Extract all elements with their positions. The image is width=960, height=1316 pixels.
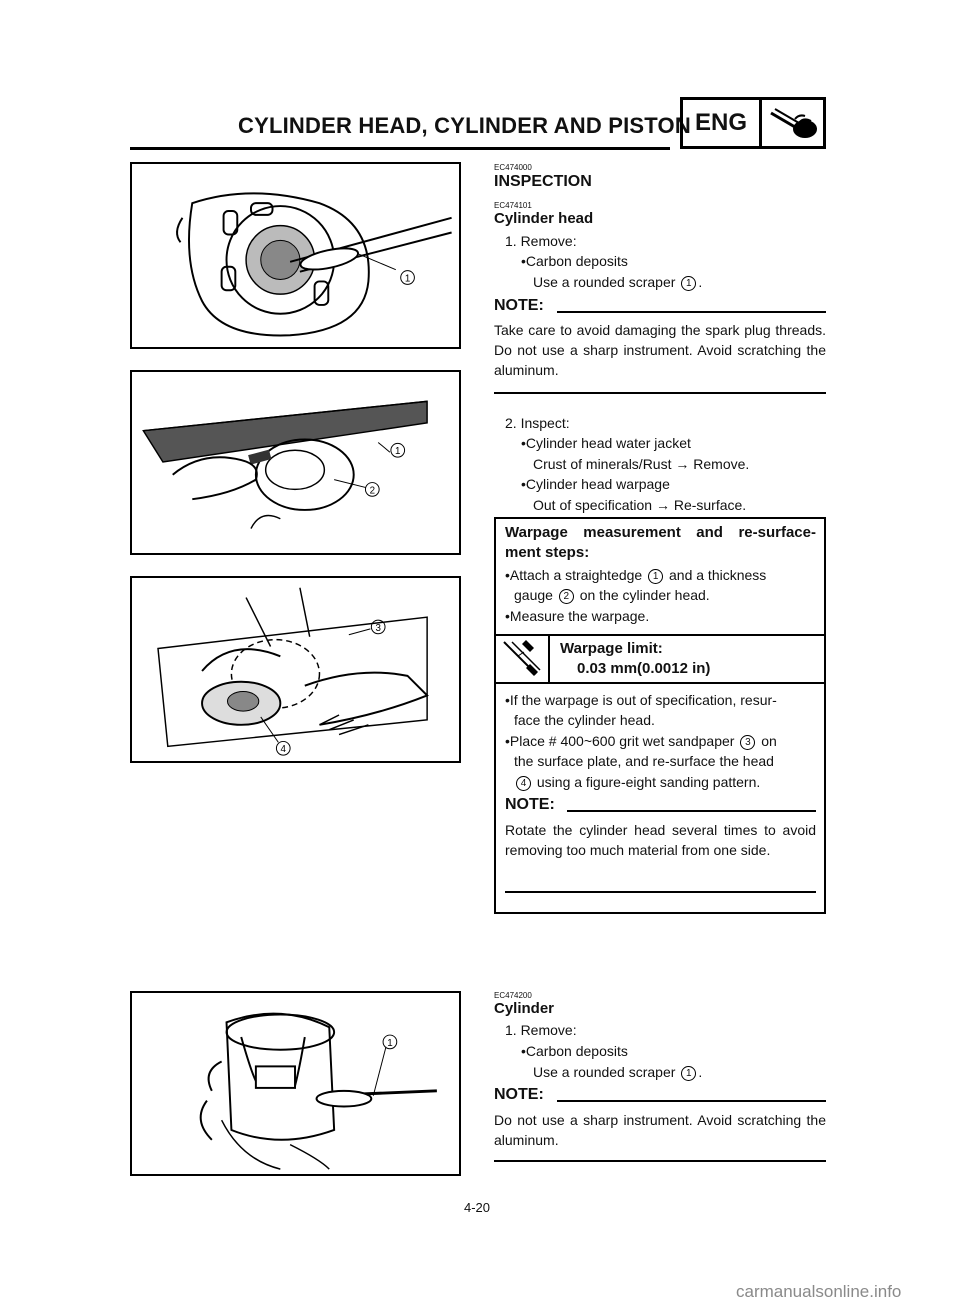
- section-title-inspection: INSPECTION: [494, 173, 592, 190]
- figure3-callout-4: 4: [280, 744, 286, 756]
- figure-cylinder-head-scraper: [130, 162, 461, 349]
- box-note-text: Rotate the cylinder head several times to avoid removing too much material from one side.: [505, 822, 816, 858]
- period: .: [698, 1064, 703, 1080]
- section-badge: [680, 97, 826, 149]
- warpage-heading: Warpage measurement and re-surface-ment steps:: [505, 524, 816, 561]
- scraper-text: Use a rounded scraper: [533, 1064, 676, 1080]
- resurface-step-a2: face the cylinder head.: [514, 712, 655, 728]
- subsection-title-cylinder-head: Cylinder head: [494, 210, 594, 227]
- note-label: NOTE:: [494, 297, 544, 314]
- note-text: Take care to avoid damaging the spark plug threads. Do not use a sharp instrument. Avoid scratching the aluminum.: [494, 322, 826, 378]
- warpage-item-measure: •Measure the warpage.: [505, 608, 650, 624]
- sandpaper-text: •Place # 400~600 grit wet sandpaper: [505, 733, 735, 749]
- cylinder-bullet-carbon: •Carbon deposits: [521, 1043, 628, 1059]
- callout-marker: 4: [516, 776, 531, 791]
- step-inspect: 2. Inspect:: [505, 415, 570, 431]
- subsection-title-cylinder: Cylinder: [494, 1000, 555, 1017]
- attach-text-2: and a thickness: [669, 567, 767, 583]
- callout-marker: 2: [559, 589, 574, 604]
- resurface-step-b3: [514, 772, 760, 792]
- watermark: carmanualsonline.info: [736, 1282, 902, 1301]
- box-note-rule: [567, 810, 816, 812]
- figure4-callout-1: 1: [387, 1037, 393, 1049]
- section-code: EC474000: [494, 163, 532, 172]
- cylinder-code: EC474200: [494, 991, 532, 1000]
- cylinder-note-rule: [557, 1100, 826, 1102]
- resurface-step-b2: the surface plate, and re-surface the head: [514, 753, 774, 769]
- scraper-text: Use a rounded scraper: [533, 274, 676, 290]
- box-note-end-rule: [505, 891, 816, 893]
- step-remove: 1. Remove:: [505, 233, 577, 249]
- scraper-instruction: [533, 272, 702, 292]
- water-jacket-action: Crust of minerals/Rust → Remove.: [533, 456, 750, 472]
- warpage-limit-label: Warpage limit:: [560, 640, 663, 657]
- figure1-callout-1: 1: [404, 273, 411, 285]
- figure-warpage-measurement: [130, 370, 461, 555]
- subsection-code: EC474101: [494, 201, 532, 210]
- gauge-text-2: on the cylinder head.: [579, 587, 710, 603]
- limit-divider-top: [494, 634, 826, 636]
- figure-eight-text: using a figure-eight sanding pattern.: [536, 774, 761, 790]
- header-rule: [130, 147, 670, 150]
- callout-marker: 1: [648, 569, 663, 584]
- bullet-water-jacket: •Cylinder head water jacket: [521, 435, 691, 451]
- note-end-rule: [494, 392, 826, 394]
- period: .: [698, 274, 703, 290]
- cylinder-scraper-instruction: [533, 1062, 702, 1082]
- warpage-limit-value: 0.03 mm(0.0012 in): [577, 660, 711, 677]
- bullet-carbon-deposits: •Carbon deposits: [521, 253, 628, 269]
- bullet-warpage: •Cylinder head warpage: [521, 476, 670, 492]
- attach-text: •Attach a straightedge: [505, 567, 643, 583]
- gauge-text: gauge: [514, 587, 553, 603]
- resurface-step-a: •If the warpage is out of specification, resur-: [505, 692, 777, 708]
- cylinder-note-end-rule: [494, 1160, 826, 1162]
- callout-marker: 1: [681, 1066, 696, 1081]
- figure3-callout-3: 3: [375, 622, 381, 634]
- figure2-callout-2: 2: [369, 485, 376, 497]
- warpage-item-gauge: [514, 585, 710, 605]
- cylinder-step-remove: 1. Remove:: [505, 1022, 577, 1038]
- figure-cylinder-scraper: [130, 991, 461, 1176]
- section-badge-label: ENG: [683, 100, 762, 146]
- warpage-action: Out of specification → Re-surface.: [533, 497, 747, 513]
- sandpaper-text-end: on: [761, 733, 777, 749]
- caliper-icon: [500, 638, 544, 685]
- page-number: 4-20: [464, 1200, 491, 1215]
- note-rule: [557, 311, 826, 313]
- limit-divider-vertical: [548, 634, 550, 684]
- callout-marker: 3: [740, 735, 755, 750]
- cylinder-note-text: Do not use a sharp instrument. Avoid scratching the aluminum.: [494, 1112, 826, 1148]
- engine-icon: [762, 100, 823, 146]
- figure2-callout-1: 1: [395, 446, 401, 458]
- page-header-title: CYLINDER HEAD, CYLINDER AND PISTON: [238, 113, 691, 138]
- resurface-step-b: [505, 731, 816, 751]
- warpage-item-attach: [505, 565, 816, 585]
- figure-resurface-sanding: [130, 576, 461, 763]
- cylinder-note-label: NOTE:: [494, 1086, 544, 1103]
- box-note-label: NOTE:: [505, 796, 555, 813]
- callout-marker: 1: [681, 276, 696, 291]
